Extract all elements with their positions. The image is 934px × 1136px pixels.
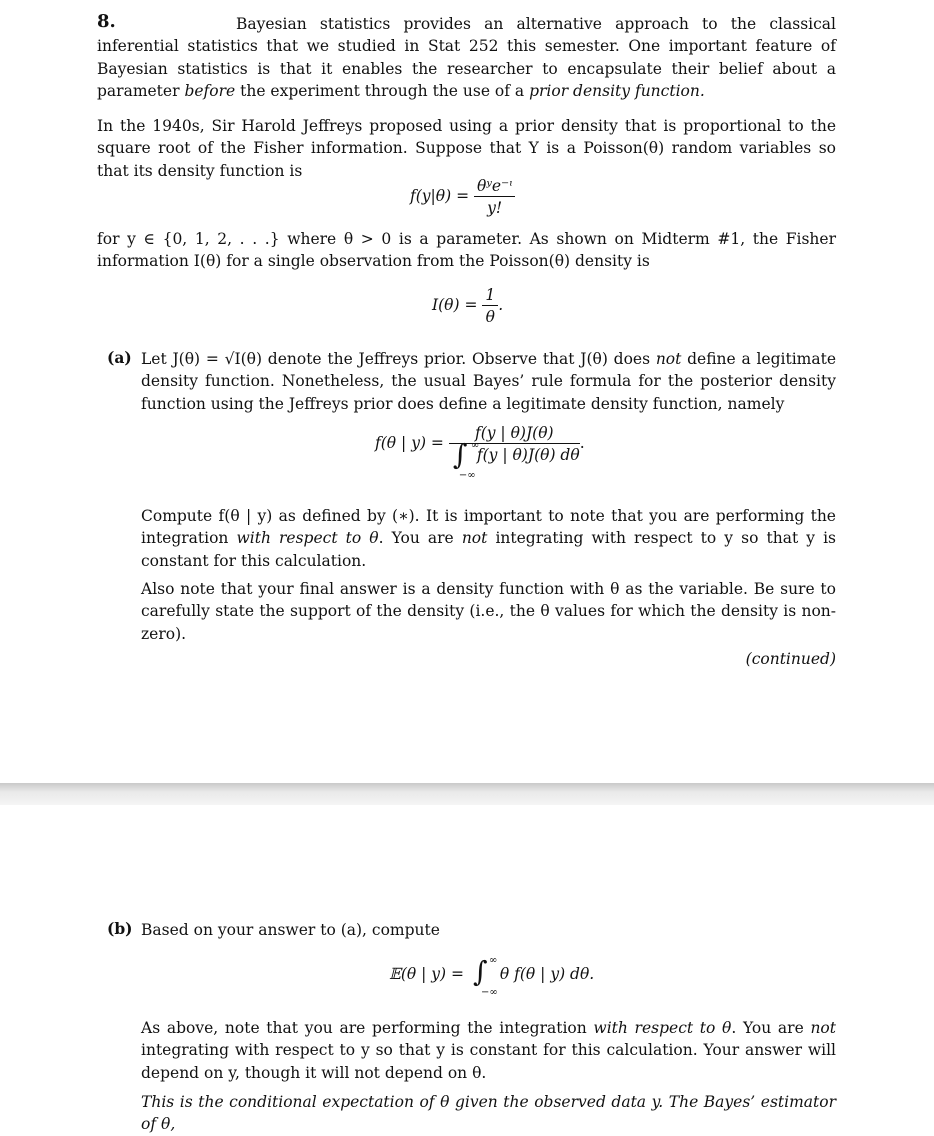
integral-upper-limit: ∞ [470, 440, 480, 451]
note-emph-not: not [810, 1019, 836, 1037]
part-a-text2: define a legitimate density function. Nonetheless, the usual Bayes’ rule formula for the posterior density function using the Jeffreys prior does define a legitimate density function, namely [141, 350, 837, 413]
expectation-equation [389, 955, 594, 1001]
jeffreys-paragraph: In the 1940s, Sir Harold Jeffreys proposed using a prior density that is proportional to the square root of the Fisher information. Suppose that Y is a Poisson(θ) random variables so that its density function is [97, 117, 836, 180]
posterior-denominator-text: f(y | θ)J(θ) dθ [476, 446, 580, 464]
support-paragraph: Also note that your final answer is a density function with θ as the variable. Be sure to carefully state the support of the density (i.e., the θ values for which the density is non-zero). [141, 580, 836, 643]
expectation-integral [469, 955, 498, 998]
posterior-equation: f(θ | y) = f(y | θ)J(θ) ∫ ∞ −∞ f(y | θ)J(θ) dθ . [375, 424, 585, 481]
compute-emph-not: not [461, 529, 488, 548]
intro-emph-before: before [184, 81, 236, 100]
compute-text1: Compute f(θ | y) as defined by (∗). It is important to note that you are performing the integration [141, 507, 836, 548]
bayes-estimator-line: This is the conditional expectation of θ given the observed data y. The Bayes’ estimator of θ, [141, 1093, 836, 1134]
density-denominator: y! [487, 199, 503, 217]
integral-sign: ∫ [452, 438, 468, 471]
page-separator [0, 783, 934, 805]
fisher-period: . [498, 296, 504, 314]
note-text3: integrating with respect to y so that y is constant for this calculation. Your answer will depend on y, though it will not depend on θ. [141, 1041, 836, 1082]
density-numerator: θʸe⁻ᶥ [474, 177, 515, 197]
part-b-note [141, 1017, 836, 1084]
page-2 [0, 805, 934, 1134]
density-equation [410, 177, 515, 217]
intro-emph-prior: prior density function. [529, 81, 705, 100]
note-emph: with respect to θ [593, 1019, 732, 1037]
posterior-numerator: f(y | θ)J(θ) [449, 424, 580, 444]
fisher-numerator: 1 [482, 286, 498, 306]
intro-paragraph [97, 13, 836, 102]
part-b-label: (b) [107, 919, 133, 938]
compute-paragraph [141, 505, 836, 572]
part-a-label: (a) [107, 348, 132, 367]
integral-upper-limit-b: ∞ [488, 955, 498, 966]
fisher-fraction [482, 286, 498, 326]
intro-mid: the experiment through the use of a [235, 81, 530, 100]
expectation-body: θ f(θ | y) dθ. [499, 965, 595, 983]
density-lhs: f(y|θ) = [410, 187, 470, 205]
note-text1: As above, note that you are performing the integration [141, 1019, 594, 1037]
integral-lower-limit-b: −∞ [480, 987, 498, 998]
part-a-text1: Let J(θ) = √I(θ) denote the Jeffreys prior. Observe that J(θ) does [141, 350, 656, 368]
integral-lower-limit: −∞ [458, 470, 476, 481]
intro-lead: Bayesian statistics provides an alternative approach to the classical inferential statistics that we studied in Stat 252 this semester. One important feature of Bayesian statistics is that it enables the researcher to encapsulate their belief about a parameter [97, 15, 836, 100]
compute-text2: . You are [378, 529, 462, 548]
compute-text3: integrating with respect to y so that y is constant for this calculation. [141, 529, 837, 570]
posterior-lhs: f(θ | y) = [375, 434, 444, 452]
note-text2: . You are [731, 1019, 811, 1037]
posterior-denominator [449, 438, 580, 481]
compute-emph: with respect to θ [236, 529, 379, 548]
fisher-lhs: I(θ) = [432, 296, 478, 314]
part-a-emph-not: not [655, 350, 682, 368]
part-a-paragraph [141, 348, 836, 415]
expectation-lhs: 𝔼(θ | y) = [389, 965, 464, 983]
continued-note: (continued) [745, 650, 836, 668]
fisher-equation [432, 286, 503, 326]
problem-number: 8. [97, 11, 116, 32]
integral-sign-b: ∫ [472, 955, 488, 988]
fisher-denominator: θ [485, 308, 496, 326]
part-b-intro: Based on your answer to (a), compute [141, 921, 440, 939]
density-fraction [474, 177, 515, 217]
fisher-intro-paragraph: for y ∈ {0, 1, 2, . . .} where θ > 0 is a parameter. As shown on Midterm #1, the Fisher information I(θ) for a single observation from the Poisson(θ) density is [97, 230, 836, 271]
